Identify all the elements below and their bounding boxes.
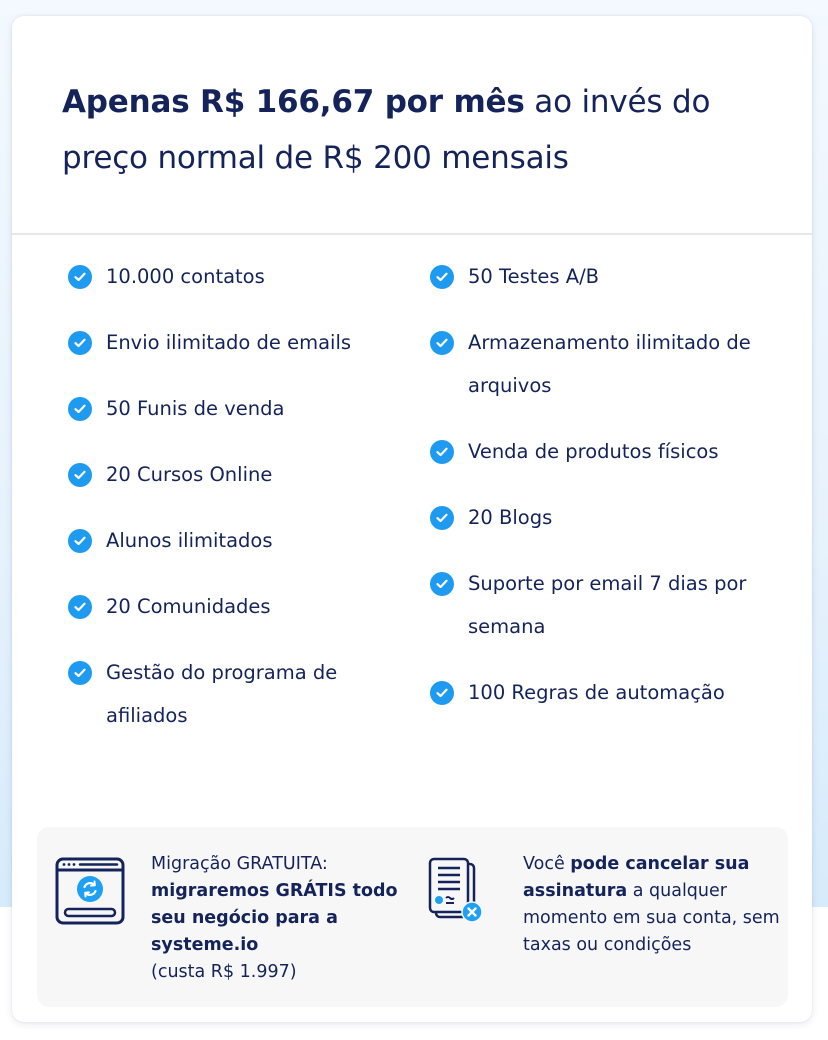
feature-item xyxy=(430,671,780,714)
feature-label: Suporte por email 7 dias por semana xyxy=(468,572,747,638)
perk-migration-note: (custa R$ 1.997) xyxy=(151,962,297,982)
perk-cancel-bold: pode cancelar sua assinatura xyxy=(523,854,750,901)
browser-sync-icon xyxy=(55,857,125,929)
feature-label: Venda de produtos físicos xyxy=(468,440,719,463)
feature-item xyxy=(68,651,388,737)
pricing-card xyxy=(12,16,812,1022)
feature-column-right xyxy=(430,255,780,737)
perks-box xyxy=(37,827,788,1007)
feature-item xyxy=(430,430,780,473)
feature-label: 100 Regras de automação xyxy=(468,681,725,704)
perk-free-migration xyxy=(55,851,401,986)
feature-label: 20 Comunidades xyxy=(106,595,271,618)
check-circle-icon xyxy=(430,265,454,289)
pricing-title xyxy=(62,74,762,186)
check-circle-icon xyxy=(68,331,92,355)
pricing-header xyxy=(12,16,812,235)
perk-cancel-anytime xyxy=(427,851,783,959)
perk-migration-text xyxy=(151,851,401,986)
check-circle-icon xyxy=(68,595,92,619)
check-circle-icon xyxy=(430,506,454,530)
feature-column-left xyxy=(68,255,388,760)
feature-item xyxy=(68,519,388,562)
feature-label: Envio ilimitado de emails xyxy=(106,331,352,354)
feature-list xyxy=(12,235,812,825)
feature-label: 20 Cursos Online xyxy=(106,463,273,486)
document-cancel-icon xyxy=(427,857,483,929)
feature-label: 50 Testes A/B xyxy=(468,265,600,288)
feature-item xyxy=(430,255,780,298)
feature-item xyxy=(430,562,780,648)
price-comparison: ao invés do preço normal de R$ 200 mensais xyxy=(62,84,711,176)
check-circle-icon xyxy=(68,661,92,685)
feature-label: Armazenamento ilimitado de arquivos xyxy=(468,331,751,397)
feature-item xyxy=(68,387,388,430)
check-circle-icon xyxy=(68,529,92,553)
feature-item xyxy=(68,585,388,628)
feature-item xyxy=(430,496,780,539)
feature-item xyxy=(430,321,780,407)
check-circle-icon xyxy=(430,681,454,705)
check-circle-icon xyxy=(68,463,92,487)
check-circle-icon xyxy=(430,572,454,596)
check-circle-icon xyxy=(430,440,454,464)
feature-label: Alunos ilimitados xyxy=(106,529,273,552)
feature-label: 10.000 contatos xyxy=(106,265,265,288)
feature-label: Gestão do programa de afiliados xyxy=(106,661,338,727)
check-circle-icon xyxy=(430,331,454,355)
feature-item xyxy=(68,453,388,496)
price-highlight: Apenas R$ 166,67 por mês xyxy=(62,84,525,120)
perk-migration-intro: Migração GRATUITA: xyxy=(151,854,328,874)
check-circle-icon xyxy=(68,265,92,289)
check-circle-icon xyxy=(68,397,92,421)
perk-cancel-rest: a qualquer momento em sua conta, sem taxas ou condições xyxy=(523,881,780,955)
feature-label: 20 Blogs xyxy=(468,506,553,529)
perk-cancel-intro: Você xyxy=(523,854,571,874)
feature-item xyxy=(68,321,388,364)
feature-item xyxy=(68,255,388,298)
perk-migration-bold: migraremos GRÁTIS todo seu negócio para a systeme.io xyxy=(151,881,398,955)
perk-cancel-text xyxy=(523,851,783,959)
feature-label: 50 Funis de venda xyxy=(106,397,285,420)
